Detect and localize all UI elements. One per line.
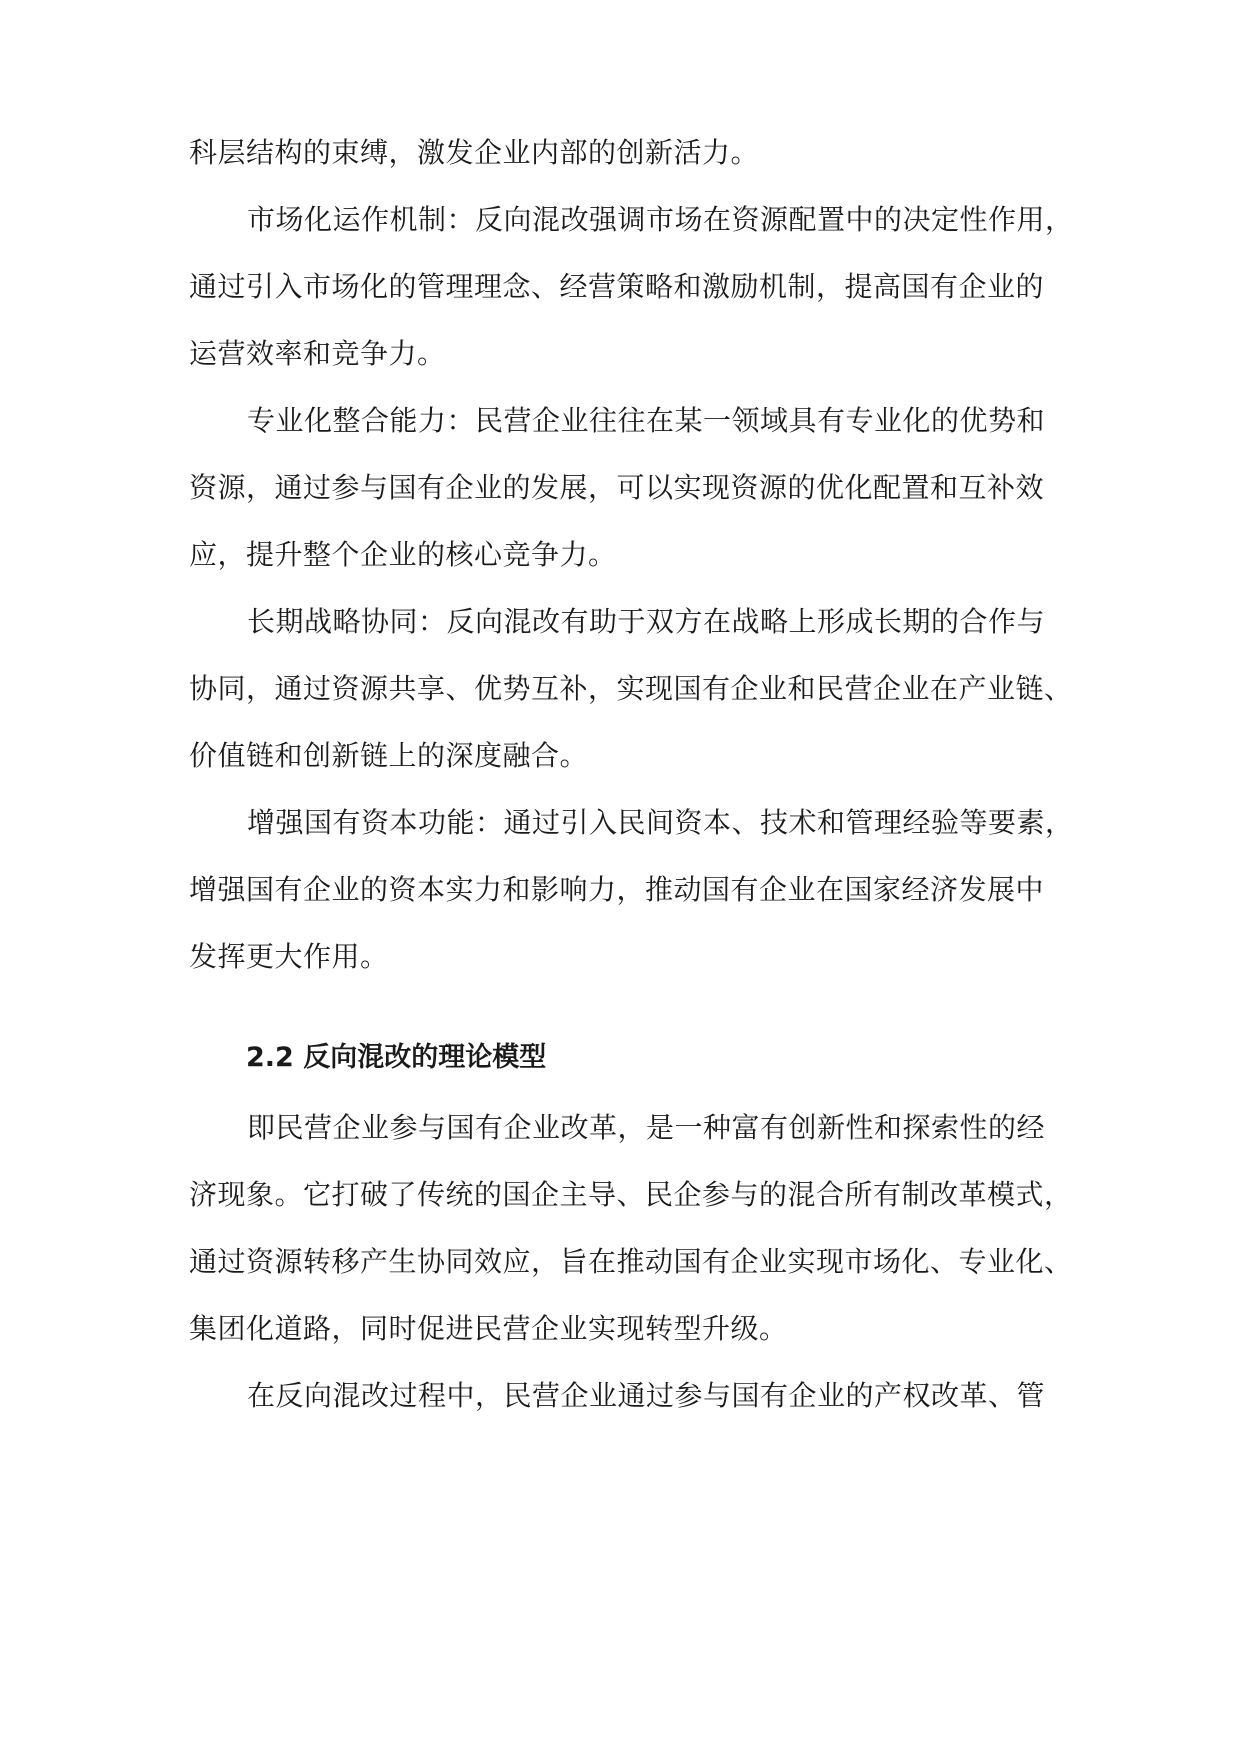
text-line: 资源，通过参与国有企业的发展，可以实现资源的优化配置和互补效 (189, 471, 1045, 504)
text-line: 运营效率和竞争力。 (189, 337, 446, 370)
section-heading: 2.2 反向混改的理论模型 (246, 1042, 547, 1073)
paragraph-start-line: 增强国有资本功能：通过引入民间资本、技术和管理经验等要素， (247, 806, 1074, 839)
text-line: 科层结构的束缚，激发企业内部的创新活力。 (189, 136, 760, 169)
text-line: 协同，通过资源共享、优势互补，实现国有企业和民营企业在产业链、 (189, 672, 1073, 705)
paragraph-start-line: 即民营企业参与国有企业改革，是一种富有创新性和探索性的经 (247, 1111, 1046, 1144)
text-line: 通过引入市场化的管理理念、经营策略和激励机制，提高国有企业的 (189, 270, 1045, 303)
paragraph-start-line: 专业化整合能力：民营企业往往在某一领域具有专业化的优势和 (247, 404, 1046, 437)
text-line: 价值链和创新链上的深度融合。 (189, 739, 589, 772)
text-line: 通过资源转移产生协同效应，旨在推动国有企业实现市场化、专业化、 (189, 1245, 1073, 1278)
text-line: 济现象。它打破了传统的国企主导、民企参与的混合所有制改革模式， (189, 1178, 1073, 1211)
text-line: 应，提升整个企业的核心竞争力。 (189, 538, 617, 571)
text-line: 增强国有企业的资本实力和影响力，推动国有企业在国家经济发展中 (189, 873, 1045, 906)
paragraph-start-line: 在反向混改过程中，民营企业通过参与国有企业的产权改革、管 (247, 1379, 1046, 1412)
paragraph-start-line: 市场化运作机制：反向混改强调市场在资源配置中的决定性作用， (247, 203, 1074, 236)
text-line: 发挥更大作用。 (189, 940, 389, 973)
paragraph-start-line: 长期战略协同：反向混改有助于双方在战略上形成长期的合作与 (247, 605, 1046, 638)
text-line: 集团化道路，同时促进民营企业实现转型升级。 (189, 1312, 788, 1345)
